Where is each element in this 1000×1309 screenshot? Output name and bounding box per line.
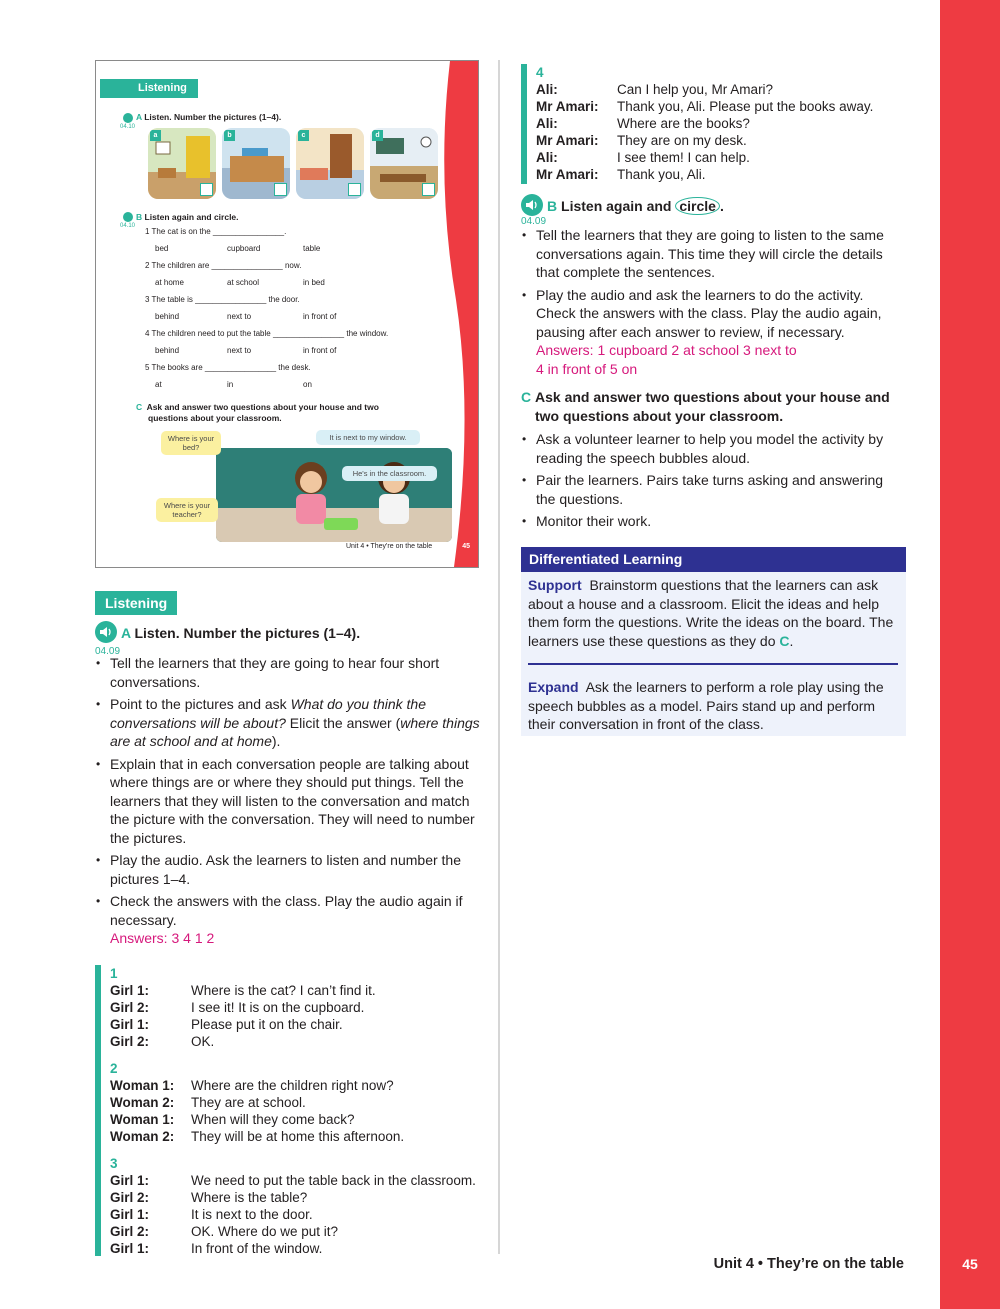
script-line: Woman 2: They will be at home this afternoon. bbox=[110, 1129, 405, 1144]
activity-c-steps bbox=[521, 430, 905, 535]
speech-bubble-where-teacher: Where is your teacher? bbox=[156, 498, 218, 522]
audio-icon bbox=[521, 194, 543, 216]
thumbnail-item-3: 3 The table is ________________ the door. bbox=[145, 295, 300, 304]
track-code-b: 04.09 bbox=[521, 216, 547, 227]
script-line: Ali: Where are the books? bbox=[536, 116, 750, 131]
column-divider bbox=[498, 60, 500, 1254]
script-line: Girl 2: OK. Where do we put it? bbox=[110, 1224, 339, 1239]
thumbnail-track-code-b: 04.10 bbox=[120, 223, 136, 229]
list-item: • Check the answers with the class. Play the audio again if necessary. Answers: 3 4 1 2 bbox=[95, 892, 485, 948]
differentiated-learning-box bbox=[521, 547, 906, 736]
list-item: • Pair the learners. Pairs take turns asking and answering the questions. bbox=[521, 471, 905, 508]
script-line: Ali: Can I help you, Mr Amari? bbox=[536, 82, 774, 97]
answer-box bbox=[422, 183, 435, 196]
script-line: Girl 1: Where is the cat? I can’t find it. bbox=[110, 983, 376, 998]
activity-a-heading: A Listen. Number the pictures (1–4). bbox=[121, 625, 361, 641]
thumbnail-page-number: 45 bbox=[462, 543, 470, 550]
classroom-photo bbox=[216, 448, 452, 542]
conversation-number: 4 bbox=[536, 65, 544, 80]
list-item: • Tell the learners that they are going to listen to the same conversations again. This time they will circle the details that complete the sentences. bbox=[521, 226, 905, 282]
thumbnail-track-code-a: 04.10 bbox=[120, 124, 136, 130]
thumbnail-activity-c-title-1: C Ask and answer two questions about your house and two bbox=[136, 402, 379, 412]
script-line: Girl 1: It is next to the door. bbox=[110, 1207, 313, 1222]
audio-icon bbox=[123, 113, 133, 123]
conversation-number: 2 bbox=[110, 1061, 118, 1076]
listening-section-label: Listening bbox=[95, 591, 177, 615]
answer-box bbox=[274, 183, 287, 196]
picture-d: d bbox=[370, 128, 438, 199]
thumbnail-pictures bbox=[148, 128, 438, 201]
thumbnail-item-4: 4 The children need to put the table ________________ the window. bbox=[145, 329, 389, 338]
footer-unit-title: Unit 4 • They’re on the table bbox=[713, 1256, 904, 1272]
activity-a-steps bbox=[95, 654, 485, 952]
list-item: • Monitor their work. bbox=[521, 512, 905, 531]
two-girls-photo-icon bbox=[216, 448, 452, 542]
script-line: Woman 1: Where are the children right now? bbox=[110, 1078, 394, 1093]
activity-c-heading: C Ask and answer two questions about your house and two questions about your classroom. bbox=[521, 389, 890, 424]
conversation-number: 1 bbox=[110, 966, 118, 981]
expand-paragraph: Expand Ask the learners to perform a role play using the speech bubbles as a model. Pairs stand up and perform their conversation in front of the class. bbox=[528, 679, 884, 732]
list-item: • Explain that in each conversation people are talking about where things are or where they should put things. Tell the learners that they will listen to the conversation and match the picture with the conversation. They will need to number the pictures. bbox=[95, 755, 485, 848]
activity-b-steps bbox=[521, 226, 905, 382]
answer-box bbox=[200, 183, 213, 196]
answers-b-line-2: 4 in front of 5 on bbox=[536, 360, 638, 377]
script-line: Girl 2: I see it! It is on the cupboard. bbox=[110, 1000, 365, 1015]
list-item: • Point to the pictures and ask What do you think the conversations will be about? Elicit the answer (where things are at school and at home). bbox=[95, 695, 485, 751]
support-paragraph: Support Brainstorm questions that the learners can ask about a house and a classroom. Elicit the ideas and help them form the questions. Write the ideas on the board. The learners use these questions as they do C. bbox=[528, 577, 894, 649]
answers-b-line-1: Answers: 1 cupboard 2 at school 3 next to bbox=[536, 342, 797, 358]
list-item: • Ask a volunteer learner to help you model the activity by reading the speech bubbles aloud. bbox=[521, 430, 905, 467]
answer-box bbox=[348, 183, 361, 196]
thumbnail-activity-b-title: B Listen again and circle. bbox=[136, 212, 239, 222]
circled-word: circle bbox=[675, 197, 720, 215]
script-line: Mr Amari: They are on my desk. bbox=[536, 133, 747, 148]
thumbnail-item-5: 5 The books are ________________ the desk. bbox=[145, 363, 311, 372]
speech-bubble-where-bed: Where is your bed? bbox=[161, 431, 221, 455]
script-line: Girl 1: We need to put the table back in the classroom. bbox=[110, 1173, 476, 1188]
list-item: • Tell the learners that they are going to hear four short conversations. bbox=[95, 654, 485, 691]
script-line: Girl 1: In front of the window. bbox=[110, 1241, 323, 1256]
page-edge-strip bbox=[940, 0, 1000, 1309]
script-line: Girl 2: OK. bbox=[110, 1034, 215, 1049]
audio-script-left bbox=[95, 965, 476, 1256]
script-line: Ali: I see them! I can help. bbox=[536, 150, 750, 165]
script-line: Girl 1: Please put it on the chair. bbox=[110, 1017, 343, 1032]
track-code-a: 04.09 bbox=[95, 646, 121, 657]
differentiated-learning-heading: Differentiated Learning bbox=[521, 547, 906, 572]
page-number: 45 bbox=[962, 1256, 978, 1272]
thumbnail-item-1: 1 The cat is on the ________________. bbox=[145, 227, 287, 236]
thumbnail-section-label: Listening bbox=[100, 79, 198, 98]
audio-icon bbox=[123, 212, 133, 222]
divider bbox=[528, 663, 898, 665]
script-line: Mr Amari: Thank you, Ali. Please put the books away. bbox=[536, 99, 874, 114]
audio-script-right bbox=[521, 64, 873, 184]
picture-b: b bbox=[222, 128, 290, 199]
script-line: Girl 2: Where is the table? bbox=[110, 1190, 308, 1205]
thumbnail-footer: Unit 4 • They're on the table bbox=[346, 543, 433, 550]
script-line: Mr Amari: Thank you, Ali. bbox=[536, 167, 706, 182]
list-item: • Play the audio and ask the learners to do the activity. Check the answers with the class. Play the audio again, pausing after each answer to review, if necessary. Answers: 1 cupboard 2 at school 3 next to 4 in front of 5 on bbox=[521, 286, 905, 379]
activity-b-heading: B Listen again and circle . bbox=[547, 198, 724, 214]
script-line: Woman 2: They are at school. bbox=[110, 1095, 306, 1110]
speech-bubble-next-window: It is next to my window. bbox=[316, 430, 420, 445]
picture-c: c bbox=[296, 128, 364, 199]
conversation-number: 3 bbox=[110, 1156, 118, 1171]
script-line: Woman 1: When will they come back? bbox=[110, 1112, 355, 1127]
answers-a: Answers: 3 4 1 2 bbox=[110, 930, 215, 946]
thumbnail-activity-a-title: A Listen. Number the pictures (1–4). bbox=[136, 112, 282, 122]
speech-bubble-classroom: He's in the classroom. bbox=[342, 466, 437, 481]
thumbnail-activity-c-title-2: questions about your classroom. bbox=[148, 413, 282, 423]
thumbnail-item-2: 2 The children are ________________ now. bbox=[145, 261, 302, 270]
list-item: • Play the audio. Ask the learners to listen and number the pictures 1–4. bbox=[95, 851, 485, 888]
audio-icon bbox=[95, 621, 117, 643]
student-book-thumbnail: Listening 04.10 A Listen. Number the pictures (1–4). a b c d 04.10 B Listen again and circle. 1 The cat is on the ________________. bed cupboard table 2 The children are ________________ now. at home at school in bed 3 The table is ________________ the door. behind next to in front of 4 The children need to put the table ________________ the window. behind next to in front of 5 The books are ________________ the desk. at in on C Ask and answer two questions about your house and two questions about your classroom. Where is your bed? It is next to my window. He's in the classroom. Where is your teacher? Unit 4 • They're on the table 45 bbox=[95, 60, 479, 568]
picture-a: a bbox=[148, 128, 216, 199]
